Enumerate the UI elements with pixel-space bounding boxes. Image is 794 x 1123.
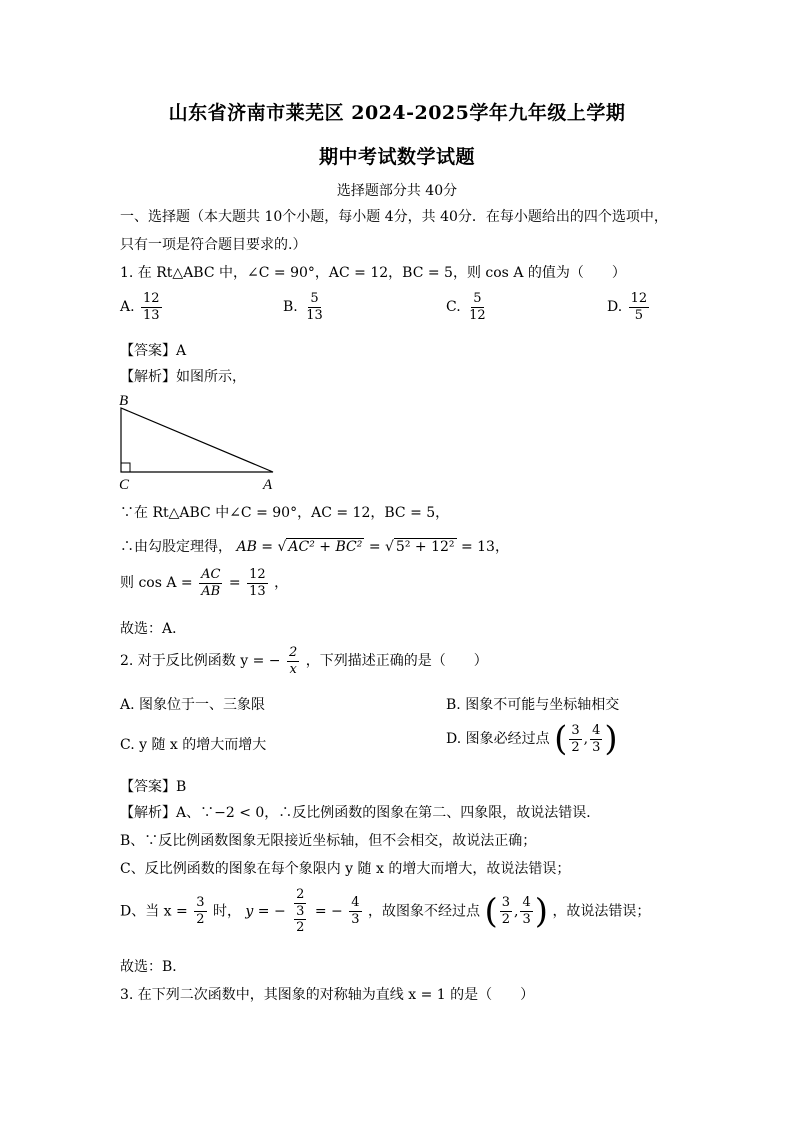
q2-answer: 【答案】B bbox=[120, 779, 187, 795]
fraction bbox=[520, 896, 532, 926]
q1-option-b bbox=[283, 292, 327, 322]
numerator: 5 bbox=[473, 291, 482, 306]
equals: = − bbox=[314, 903, 343, 920]
q1-conclusion: 故选：A． bbox=[120, 621, 187, 637]
fraction bbox=[500, 896, 512, 926]
numerator: 3 bbox=[501, 895, 510, 911]
sqrt-radicand: 5² + 12² bbox=[395, 539, 455, 555]
denominator bbox=[292, 904, 308, 935]
numerator: AC bbox=[201, 567, 221, 582]
numerator: 4 bbox=[351, 895, 360, 911]
sqrt-radicand: AC² + BC² bbox=[288, 539, 363, 555]
document-title-line1: 山东省济南市莱芜区 2024-2025学年九年级上学期 bbox=[168, 102, 626, 124]
option-label: A. bbox=[120, 299, 135, 316]
q1-option-c bbox=[446, 292, 490, 322]
equals: = bbox=[228, 575, 241, 592]
fraction bbox=[247, 568, 268, 598]
q2-conclusion: 故选：B． bbox=[120, 959, 187, 975]
q1-step-2 bbox=[120, 536, 509, 556]
denominator: 3 bbox=[522, 911, 531, 927]
denominator: 3 bbox=[351, 911, 360, 927]
option-label: D. bbox=[607, 299, 623, 316]
section-caption: 选择题部分共 40分 bbox=[336, 183, 458, 199]
q2-analysis-d: D、当 x = $\frac{3}{2}$ 时， y = − $\frac{2}{\frac{3}{2}}$ = − $\frac{4}{3}$ ，故图象不经过点 ( $\frac{3}{2}$ , $\frac{4}{3}$ ) ，故说法错误； bbox=[120, 887, 651, 936]
denominator: 2 bbox=[501, 911, 510, 927]
fraction bbox=[467, 292, 488, 322]
option-label: C. bbox=[446, 299, 461, 316]
triangle-outline bbox=[121, 408, 273, 472]
numerator: 2 bbox=[296, 887, 305, 902]
q2-analysis-b: B、∵反比例函数图象无限接近坐标轴，但不会相交，故说法正确； bbox=[120, 833, 537, 849]
denominator: 2 bbox=[571, 739, 580, 755]
denominator: 5 bbox=[634, 307, 644, 323]
q1-step-3 bbox=[120, 568, 288, 598]
analysis-text: D、当 x = bbox=[120, 903, 188, 920]
document-title-line2: 期中考试数学试题 bbox=[318, 146, 475, 168]
paren-left: ( bbox=[554, 719, 568, 759]
numerator: 4 bbox=[522, 895, 531, 911]
paren-right: ) bbox=[604, 719, 618, 759]
denominator: AB bbox=[201, 583, 221, 599]
stem-text: ，下列描述正确的是（ ） bbox=[305, 653, 488, 670]
question-3-stem: 3. 在下列二次函数中，其图象的对称轴为直线 x = 1 的是（ ） bbox=[120, 987, 535, 1003]
fraction bbox=[629, 292, 650, 322]
complex-fraction bbox=[292, 888, 308, 935]
paren-left: ( bbox=[484, 891, 498, 932]
denominator: 2 bbox=[196, 911, 205, 927]
denominator: 12 bbox=[469, 307, 486, 323]
denominator: 2 bbox=[296, 920, 305, 936]
result: = 13， bbox=[460, 539, 509, 555]
q1-option-a bbox=[120, 292, 164, 322]
denominator: x bbox=[289, 661, 297, 677]
question-2-stem bbox=[120, 646, 488, 676]
q2-analysis-c: C、反比例函数的图象在每个象限内 y 随 x 的增大而增大，故说法错误； bbox=[120, 861, 571, 877]
analysis-text: ，故说法错误； bbox=[552, 903, 651, 920]
q1-step-1: ∵在 Rt△ABC 中∠C = 90°，AC = 12，BC = 5， bbox=[120, 505, 450, 521]
numerator: 3 bbox=[296, 903, 305, 919]
q2-analysis-a: 【解析】A、∵−2 < 0，∴反比例函数的图象在第二、四象限，故说法错误． bbox=[120, 805, 601, 821]
fraction bbox=[304, 292, 325, 322]
numerator: 5 bbox=[310, 291, 319, 306]
q2-option-b: B. 图象不可能与坐标轴相交 bbox=[446, 697, 620, 713]
numerator: 4 bbox=[592, 722, 601, 738]
q2-option-a: A. 图象位于一、三象限 bbox=[120, 697, 266, 713]
math-lhs: y = − bbox=[245, 903, 286, 920]
vertex-label-c: C bbox=[119, 477, 130, 493]
fraction bbox=[194, 896, 206, 926]
paren-right: ) bbox=[534, 891, 548, 932]
numerator: 12 bbox=[630, 291, 648, 306]
numerator: 12 bbox=[249, 567, 266, 582]
denominator: 13 bbox=[249, 583, 266, 599]
inner-fraction bbox=[294, 905, 306, 935]
fraction bbox=[141, 292, 162, 322]
math-lhs: AB = bbox=[236, 539, 274, 555]
analysis-text: ，故图象不经过点 bbox=[367, 903, 480, 920]
right-triangle-figure bbox=[115, 390, 290, 495]
fraction bbox=[287, 646, 299, 676]
q1-answer: 【答案】A bbox=[120, 343, 187, 359]
stem-text: 2. 对于反比例函数 y = − bbox=[120, 653, 281, 670]
step-text: 则 cos A = bbox=[120, 575, 193, 592]
q2-option-d: D. 图象必经过点 ( $\frac{3}{2}$ , $\frac{4}{3}$ ) bbox=[446, 719, 618, 759]
numerator: 3 bbox=[571, 722, 580, 738]
denominator: 3 bbox=[592, 739, 601, 755]
question-1-stem: 1. 在 Rt△ABC 中，∠C = 90°，AC = 12，BC = 5，则 cos A 的值为（ ） bbox=[120, 265, 626, 281]
sqrt-sign: √ bbox=[385, 539, 394, 555]
q1-analysis-intro: 【解析】如图所示， bbox=[120, 369, 246, 385]
step-text: ∴由勾股定理得， bbox=[120, 539, 232, 555]
numerator: 2 bbox=[288, 645, 298, 660]
option-text: D. 图象必经过点 bbox=[446, 731, 550, 747]
denominator: 13 bbox=[306, 307, 323, 323]
punctuation: ， bbox=[274, 575, 289, 592]
fraction bbox=[590, 724, 602, 754]
denominator: 13 bbox=[143, 307, 160, 323]
numerator: 12 bbox=[143, 291, 160, 306]
sqrt-sign: √ bbox=[277, 539, 287, 555]
analysis-text: 时， bbox=[212, 903, 241, 920]
option-label: B. bbox=[283, 299, 298, 316]
right-angle-marker bbox=[121, 463, 130, 472]
fraction bbox=[349, 896, 361, 926]
q2-option-c: C. y 随 x 的增大而增大 bbox=[120, 737, 267, 753]
part-heading-cont: 只有一项是符合题目要求的.） bbox=[120, 237, 307, 253]
fraction bbox=[199, 568, 222, 598]
numerator: 3 bbox=[196, 895, 205, 911]
vertex-label-a: A bbox=[263, 477, 273, 493]
fraction bbox=[569, 724, 581, 754]
q1-option-d bbox=[607, 292, 651, 322]
equals: = bbox=[368, 539, 381, 555]
vertex-label-b: B bbox=[119, 393, 129, 409]
part-heading: 一、选择题（本大题共 10个小题，每小题 4分，共 40分．在每小题给出的四个选项中， bbox=[120, 209, 668, 225]
